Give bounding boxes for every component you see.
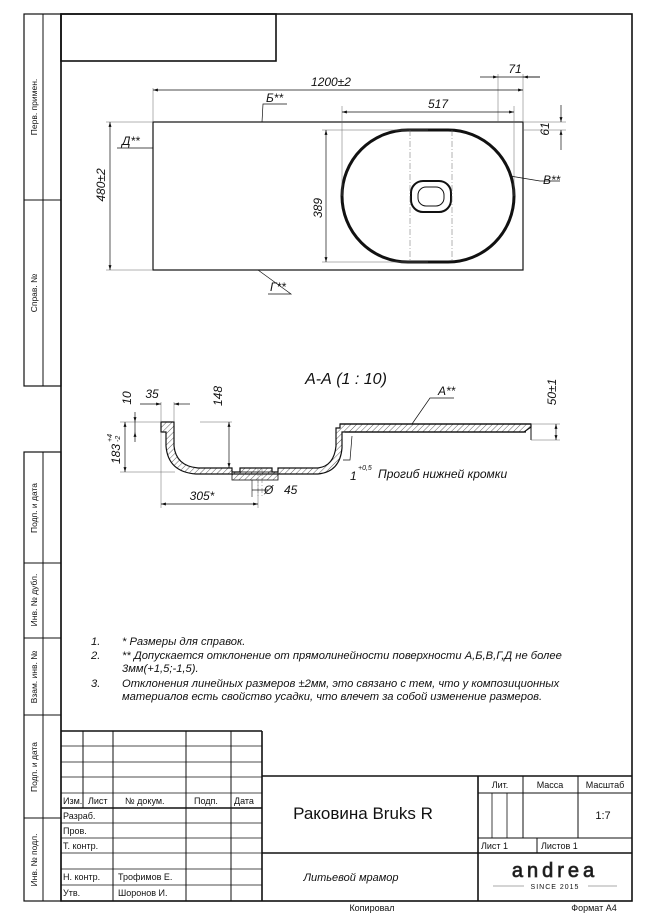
dim-148: 148: [211, 385, 225, 407]
stamp-podp-data-1: Подп. и дата: [29, 482, 39, 534]
col-podp: Подп.: [194, 796, 218, 806]
drain-outline: [411, 181, 451, 212]
row-n-kontr: Н. контр.: [63, 872, 101, 882]
sheet-list: Лист 1: [481, 841, 509, 851]
dim-1-tol: +0,5: [358, 465, 372, 472]
col-dokum: № докум.: [125, 796, 165, 806]
utv-name: Шоронов И.: [118, 888, 168, 898]
row-prov: Пров.: [63, 826, 87, 836]
dim-length: 1200±2: [311, 75, 351, 89]
note-1-number: 1.: [91, 636, 101, 648]
col-lit: Лит.: [491, 780, 509, 790]
top-view: [94, 62, 566, 294]
col-data: Дата: [234, 796, 254, 806]
andrea-logo: [493, 860, 617, 891]
row-utv: Утв.: [63, 888, 81, 898]
note-1-text: * Размеры для справок.: [122, 636, 246, 648]
title-block-text: [63, 780, 624, 898]
label-b: Б**: [266, 91, 284, 105]
bend-text: Прогиб нижней кромки: [378, 467, 508, 481]
section-view: [107, 371, 560, 508]
countertop-outline: [153, 122, 523, 270]
stamp-inv-podl: Инв. № подл.: [29, 833, 39, 887]
dim-305: 305*: [189, 489, 215, 503]
stamp-vzam-inv: Взам. инв. №: [29, 650, 39, 704]
footer: [349, 903, 616, 913]
row-t-kontr: Т. контр.: [63, 841, 99, 851]
label-a: А**: [438, 384, 456, 398]
dim-edge-right: 71: [508, 62, 522, 76]
stamp-sprav-no: Справ. №: [29, 273, 39, 313]
col-massa: Масса: [536, 780, 564, 790]
label-v: В**: [543, 173, 561, 187]
note-2-number: 2.: [91, 650, 101, 662]
n-kontr-name: Трофимов Е.: [118, 872, 173, 882]
stamp-podp-data-2: Подп. и дата: [29, 741, 39, 793]
bowl-outline: [342, 130, 514, 262]
dim-183: 183: [109, 443, 123, 465]
col-list: Лист: [88, 796, 108, 806]
note-3-number: 3.: [91, 678, 101, 690]
col-masshtab: Масштаб: [585, 780, 625, 790]
dim-183-tol-lower: -2: [115, 435, 122, 442]
dim-width: 480±2: [94, 168, 108, 202]
diameter-symbol: Ø: [264, 483, 274, 497]
dim-35: 35: [145, 387, 159, 401]
stamp-inv-dubl: Инв. № дубл.: [29, 573, 39, 627]
logo-text: andrea: [511, 860, 599, 882]
footer-format: Формат А4: [571, 903, 617, 913]
dim-50: 50±1: [545, 378, 559, 406]
row-razrab: Разраб.: [63, 811, 96, 821]
dim-10: 10: [120, 391, 134, 405]
dim-45: 45: [284, 483, 298, 497]
dim-edge-top: 61: [538, 122, 552, 136]
logo-sub: SINCE 2015: [530, 884, 580, 891]
material: Литьевой мрамор: [303, 872, 399, 884]
footer-copied: Копировал: [349, 903, 395, 913]
label-d: Д**: [122, 134, 140, 148]
dim-1: 1: [350, 469, 357, 483]
col-izm: Изм.: [63, 796, 83, 806]
note-3-text: Отклонения линейных размеров ±2мм, это связано с тем, что у композиционных материалов есть свойство усадки, что влечет за собой изменение размеров.: [122, 678, 560, 703]
drain-section: [232, 472, 278, 480]
label-g: Г**: [270, 280, 286, 294]
section-title: А-А (1 : 10): [305, 371, 387, 388]
dim-183-tol-upper: +4: [107, 434, 114, 442]
product-name: Раковина Bruks R: [293, 804, 433, 823]
stamp-perv-primen: Перв. примен.: [29, 78, 39, 136]
dim-bowl-width: 517: [427, 97, 449, 111]
note-2-text: ** Допускается отклонение от прямолинейности поверхности А,Б,В,Г,Д не более 3мм(+1,5;-1,5).: [122, 650, 562, 675]
sheet-listov: Листов 1: [541, 841, 578, 851]
scale-value: 1:7: [595, 810, 611, 822]
dim-bowl-height: 389: [311, 197, 325, 219]
